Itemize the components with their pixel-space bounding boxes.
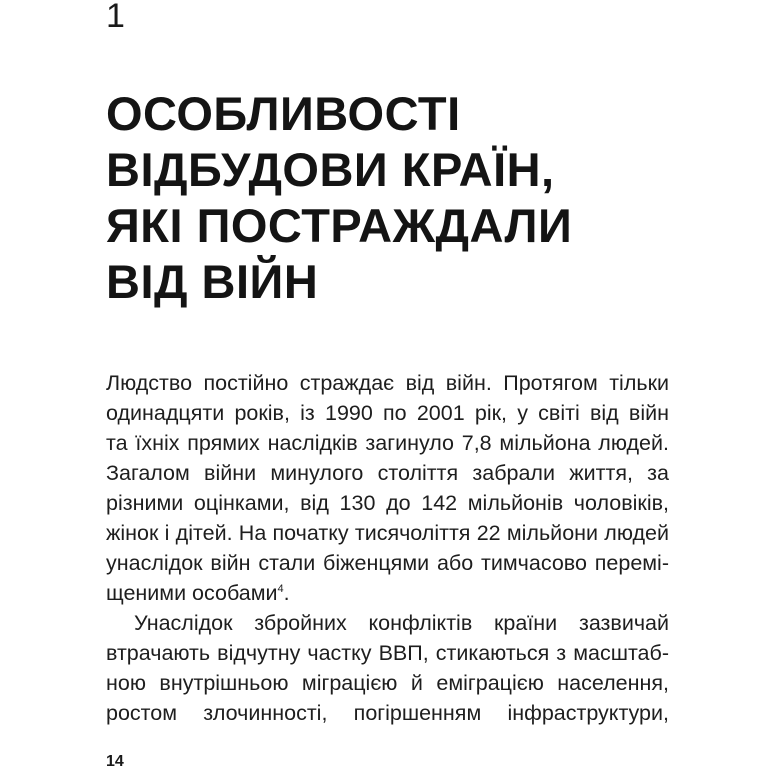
text-line-content: щеними особами (106, 581, 278, 605)
paragraph (106, 368, 669, 608)
chapter-title (106, 86, 666, 310)
text-line: жінок і дітей. На початку тисячоліття 22 мільйони людей (106, 521, 669, 545)
text-line: Унаслідок збройних конфліктів країни зазвичай (134, 611, 669, 635)
text-line (106, 578, 669, 608)
body-text (106, 368, 669, 728)
text-line: та їхніх прямих наслідків загинуло 7,8 мільйона людей. (106, 431, 669, 455)
paragraph (106, 608, 669, 728)
text-line: унаслідок війн стали біженцями або тимчасово перемі- (106, 551, 669, 575)
sentence-end: . (283, 581, 290, 605)
text-line: ною внутрішньою міграцією й еміграцією населення, (106, 671, 669, 695)
page-number: 14 (106, 753, 124, 770)
chapter-title-line: ВІДБУДОВИ КРАЇН, (106, 143, 555, 196)
footnote-reference[interactable]: 4 (277, 582, 284, 595)
text-line: Людство постійно страждає від війн. Протягом тільки (106, 371, 669, 395)
text-line: втрачають відчутну частку ВВП, стикаються з масштаб- (106, 641, 669, 665)
text-line: різними оцінками, від 130 до 142 мільйонів чоловіків, (106, 491, 669, 515)
chapter-title-line: ЯКІ ПОСТРАЖДАЛИ (106, 199, 573, 252)
chapter-title-line: ВІД ВІЙН (106, 255, 319, 308)
chapter-title-line: ОСОБЛИВОСТІ (106, 87, 461, 140)
text-line: ростом злочинності, погіршенням інфраструктури, (106, 701, 669, 725)
chapter-number: 1 (106, 0, 125, 35)
text-line: одинадцяти років, із 1990 по 2001 рік, у світі від війн (106, 401, 669, 425)
text-line: Загалом війни минулого століття забрали життя, за (106, 461, 669, 485)
